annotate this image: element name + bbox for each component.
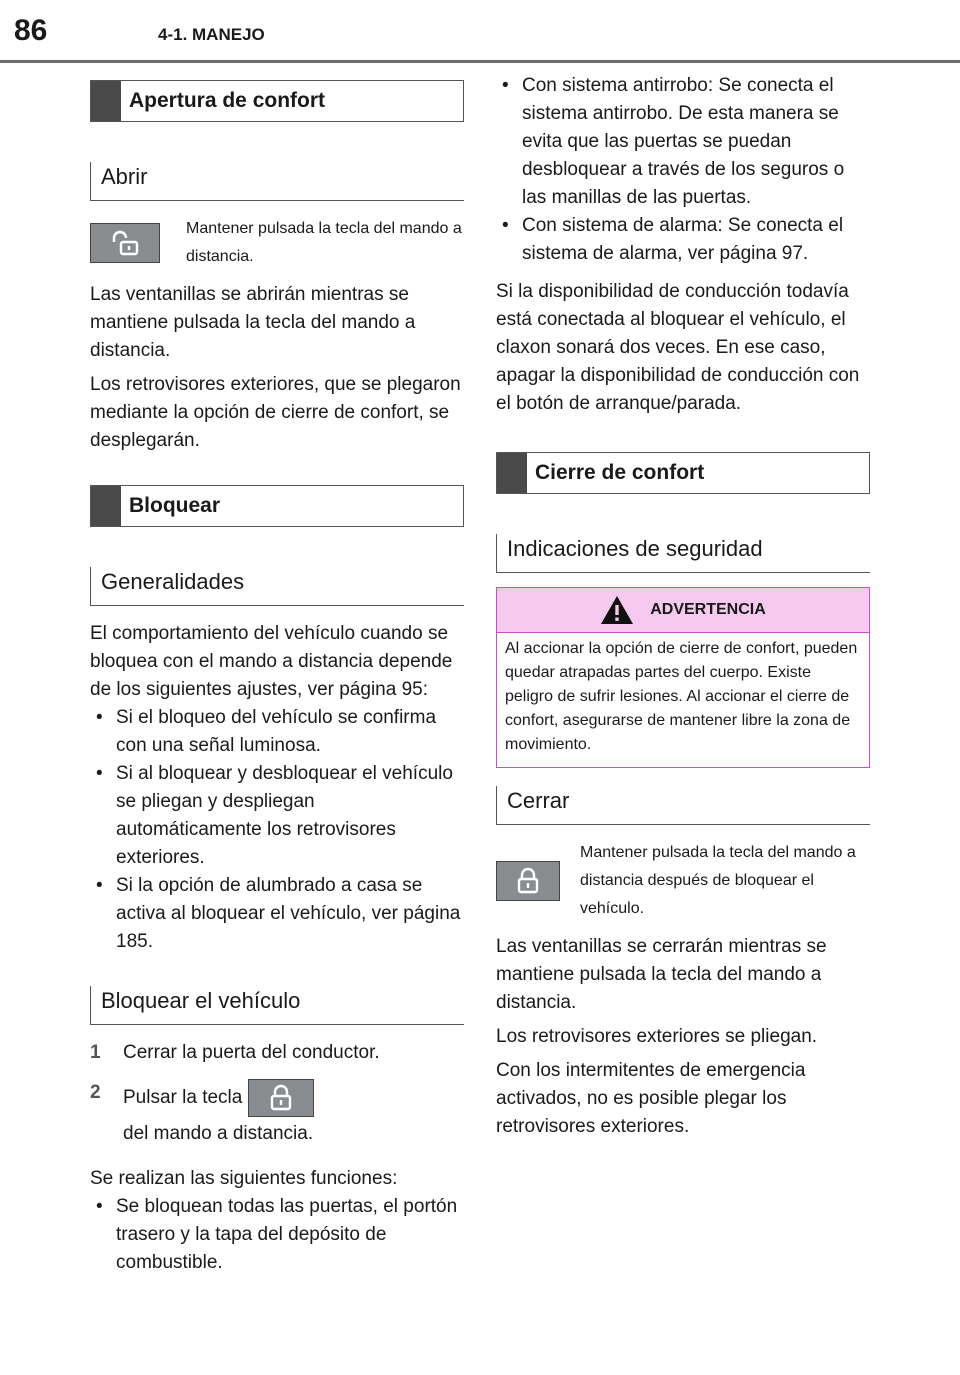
warning-header — [497, 588, 869, 633]
funciones-list — [90, 1193, 464, 1277]
heading-bar — [91, 81, 121, 121]
heading-cierre — [496, 452, 870, 494]
step-1 — [90, 1039, 464, 1067]
list-item: • Si al bloquear y desbloquear el vehículo se pliegan y despliegan automáticamente los retrovisores exteriores. — [90, 760, 464, 872]
warning-label: ADVERTENCIA — [650, 601, 766, 618]
subheading-generalidades: Generalidades — [90, 567, 464, 606]
generalidades-list — [90, 704, 464, 956]
left-column — [90, 80, 464, 1277]
subheading-cerrar: Cerrar — [496, 786, 870, 825]
warning-triangle-icon — [600, 595, 634, 625]
heading-cierre-title: Cierre de confort — [535, 461, 705, 484]
step-2 — [90, 1079, 464, 1151]
lock-key-text: Mantener pulsada la tecla del mando a distancia después de bloquear el vehículo. — [580, 844, 856, 917]
subheading-abrir: Abrir — [90, 162, 464, 201]
list-item: • Si el bloqueo del vehículo se confirma con una señal luminosa. — [90, 704, 464, 760]
step-text: Cerrar la puerta del conductor. — [123, 1042, 380, 1063]
step-number: 2 — [90, 1082, 101, 1103]
generalidades-paragraph: El comportamiento del vehículo cuando se bloquea con el mando a distancia depende de los siguientes ajustes, ver página 95: — [90, 623, 453, 700]
list-item: • Con sistema antirrobo: Se conecta el sistema antirrobo. De esta manera se evita que las puertas se puedan desbloquear a través de los seguros o las manillas de las puertas. — [496, 72, 870, 212]
abrir-paragraph-2: Los retrovisores exteriores, que se plegaron mediante la opción de cierre de confort, se desplegarán. — [90, 374, 461, 451]
warning-text: Al accionar la opción de cierre de confort, pueden quedar atrapadas partes del cuerpo. Existe peligro de sufrir lesiones. Al accionar el cierre de confort, asegurarse de mantener libre la zona de movimiento. — [505, 640, 858, 753]
heading-apertura-title: Apertura de confort — [129, 89, 326, 112]
step-number: 1 — [90, 1042, 101, 1063]
funciones-paragraph: Se realizan las siguientes funciones: — [90, 1168, 398, 1189]
list-item: • Con sistema de alarma: Se conecta el sistema de alarma, ver página 97. — [496, 212, 870, 268]
heading-bloquear-title: Bloquear — [129, 494, 221, 517]
heading-bloquear — [90, 485, 464, 527]
heading-bar — [497, 453, 527, 493]
lock-key-icon — [248, 1079, 314, 1117]
list-item: • Si la opción de alumbrado a casa se activa al bloquear el vehículo, ver página 185. — [90, 872, 464, 956]
list-item: • Se bloquean todas las puertas, el portón trasero y la tapa del depósito de combustible. — [90, 1193, 464, 1277]
step-text-post: del mando a distancia. — [123, 1123, 314, 1144]
cerrar-paragraph-1: Las ventanillas se cerrarán mientras se mantiene pulsada la tecla del mando a distancia. — [496, 936, 827, 1013]
heading-apertura — [90, 80, 464, 122]
section-title: 4-1. MANEJO — [158, 25, 265, 44]
unlock-key-icon — [90, 223, 160, 263]
header-rule — [0, 60, 960, 63]
continued-list — [496, 72, 870, 268]
unlock-key-row — [90, 215, 464, 271]
lock-key-row — [496, 839, 870, 923]
heading-bar — [91, 486, 121, 526]
continued-paragraph: Si la disponibilidad de conducción todavía está conectada al bloquear el vehículo, el claxon sonará dos veces. En ese caso, apagar la disponibilidad de conducción con el botón de arranque/parada. — [496, 281, 860, 414]
subheading-bloquear-vehiculo: Bloquear el vehículo — [90, 986, 464, 1025]
cerrar-paragraph-2: Los retrovisores exteriores se pliegan. — [496, 1026, 818, 1047]
right-column — [496, 72, 870, 1147]
lock-key-icon — [496, 861, 560, 901]
abrir-paragraph-1: Las ventanillas se abrirán mientras se mantiene pulsada la tecla del mando a distancia. — [90, 284, 416, 361]
cerrar-paragraph-3: Con los intermitentes de emergencia activados, no es posible plegar los retrovisores exteriores. — [496, 1060, 806, 1137]
page-number: 86 — [14, 14, 48, 47]
unlock-key-text: Mantener pulsada la tecla del mando a distancia. — [186, 220, 462, 265]
subheading-seguridad: Indicaciones de seguridad — [496, 534, 870, 573]
step-text-pre: Pulsar la tecla — [123, 1087, 243, 1108]
warning-box — [496, 587, 870, 768]
